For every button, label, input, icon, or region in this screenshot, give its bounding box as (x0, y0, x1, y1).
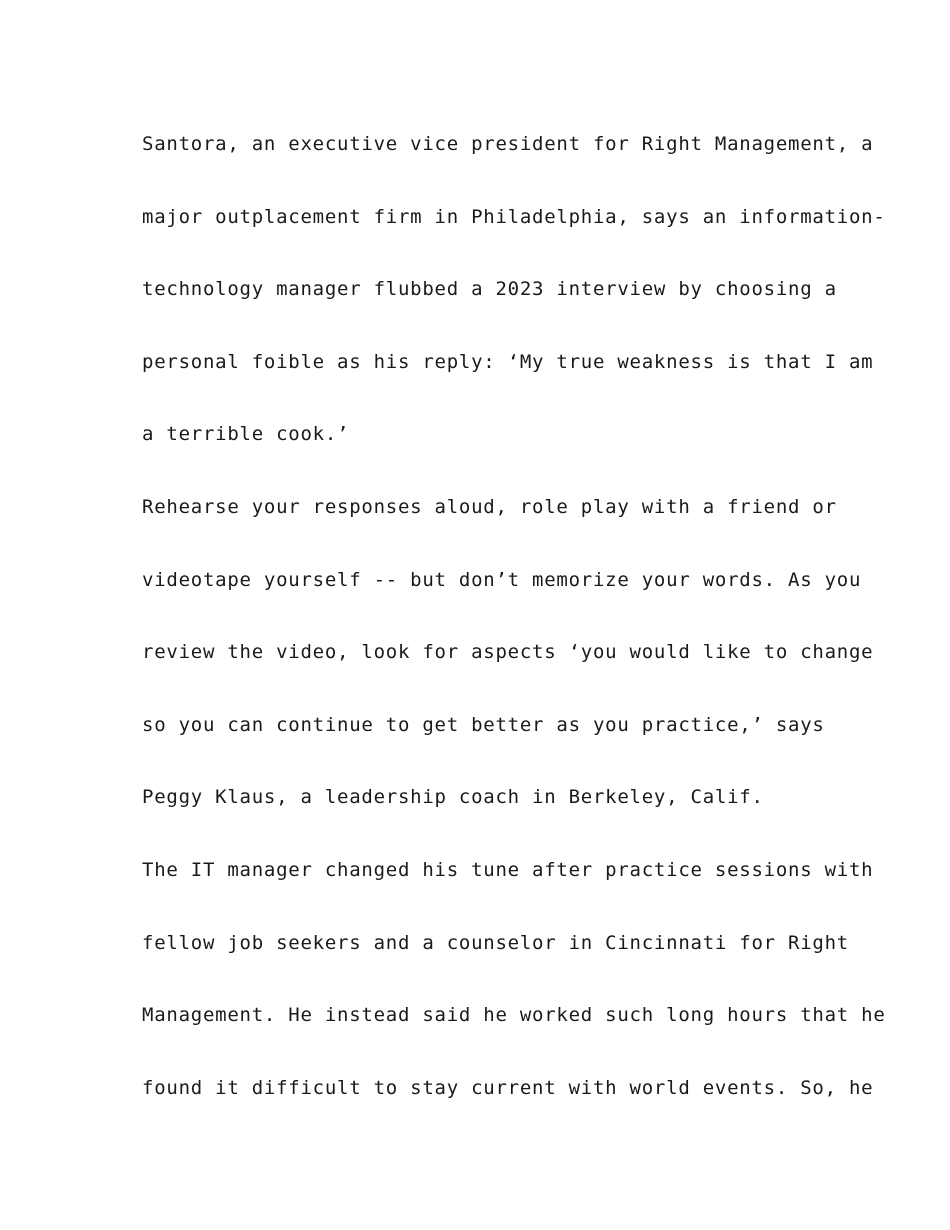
text-line: review the video, look for aspects ‘you would like to change (142, 641, 874, 664)
text-line: Peggy Klaus, a leadership coach in Berkeley, Calif. (142, 786, 764, 809)
text-line: found it difficult to stay current with world events. So, he (142, 1076, 874, 1099)
text-line: videotape yourself -- but don’t memorize your words. As you (142, 568, 862, 591)
text-line: Management. He instead said he worked such long hours that he (142, 1004, 886, 1027)
text-line: Santora, an executive vice president for Right Management, a (142, 133, 874, 155)
text-line: Rehearse your responses aloud, role play with a friend or (142, 495, 837, 518)
text-line: major outplacement firm in Philadelphia, says an information- (142, 205, 886, 228)
text-line: personal foible as his reply: ‘My true weakness is that I am (142, 350, 874, 373)
text-line: fellow job seekers and a counselor in Cincinnati for Right (142, 931, 849, 954)
text-line: technology manager flubbed a 2023 interview by choosing a (142, 278, 837, 301)
text-line: a terrible cook.’ (142, 423, 350, 446)
text-line: The IT manager changed his tune after practice sessions with (142, 858, 874, 881)
body-text (142, 108, 886, 1124)
text-line: so you can continue to get better as you practice,’ says (142, 713, 825, 736)
